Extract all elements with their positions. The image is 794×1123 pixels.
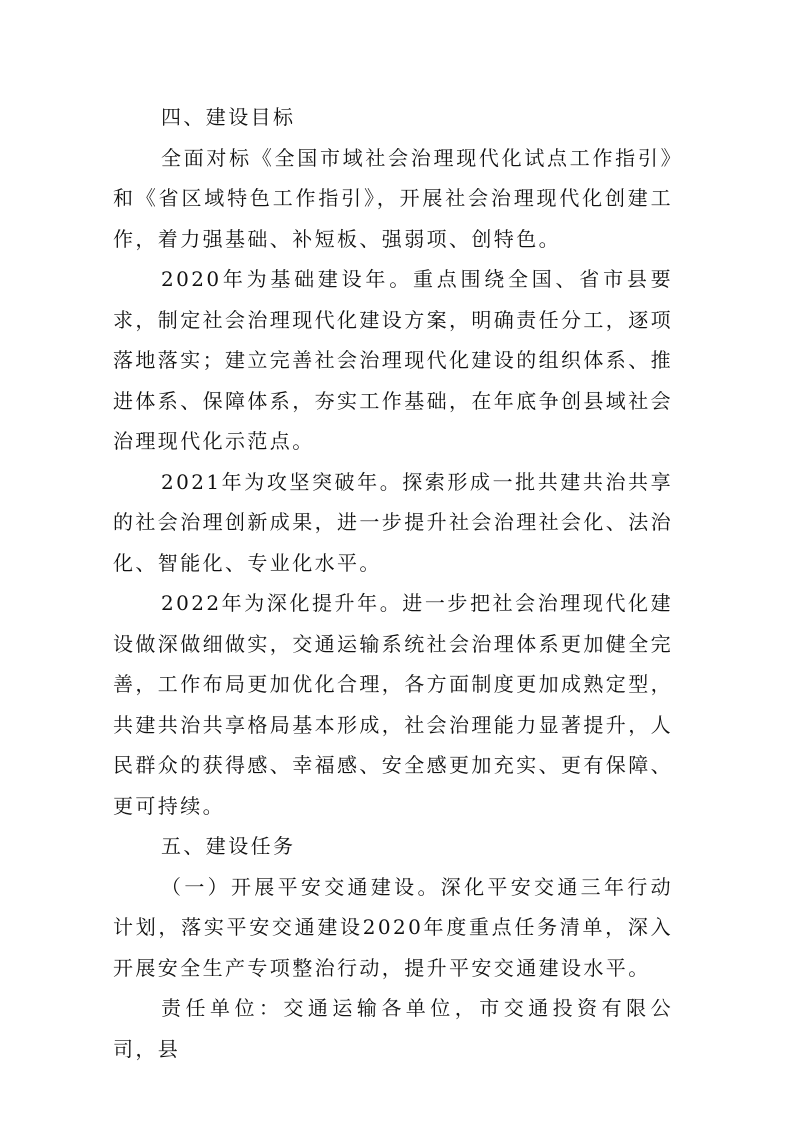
paragraph-overview: 全面对标《全国市域社会治理现代化试点工作指引》和《省区域特色工作指引》，开展社会治理现代化创建工作，着力强基础、补短板、强弱项、创特色。	[113, 145, 673, 251]
paragraph-task-1: （一）开展平安交通建设。深化平安交通三年行动计划，落实平安交通建设2020年度重点任务清单，深入开展安全生产专项整治行动，提升平安交通建设水平。	[113, 874, 673, 980]
paragraph-2021: 2021年为攻坚突破年。探索形成一批共建共治共享的社会治理创新成果，进一步提升社会治理社会化、法治化、智能化、专业化水平。	[113, 469, 673, 575]
paragraph-2022: 2022年为深化提升年。进一步把社会治理现代化建设做深做细做实，交通运输系统社会治理体系更加健全完善，工作布局更加优化合理，各方面制度更加成熟定型，共建共治共享格局基本形成，社会治理能力显著提升，人民群众的获得感、幸福感、安全感更加充实、更有保障、更可持续。	[113, 591, 673, 818]
paragraph-2020: 2020年为基础建设年。重点围绕全国、省市县要求，制定社会治理现代化建设方案，明确责任分工，逐项落地落实；建立完善社会治理现代化建设的组织体系、推进体系、保障体系，夯实工作基础，在年底争创县域社会治理现代化示范点。	[113, 267, 673, 453]
document-body	[113, 97, 673, 1069]
section-heading-tasks: 五、建设任务	[161, 834, 296, 858]
paragraph-responsible-units: 责任单位：交通运输各单位，市交通投资有限公司，县	[113, 996, 673, 1061]
section-heading-goals: 四、建设目标	[161, 105, 296, 129]
